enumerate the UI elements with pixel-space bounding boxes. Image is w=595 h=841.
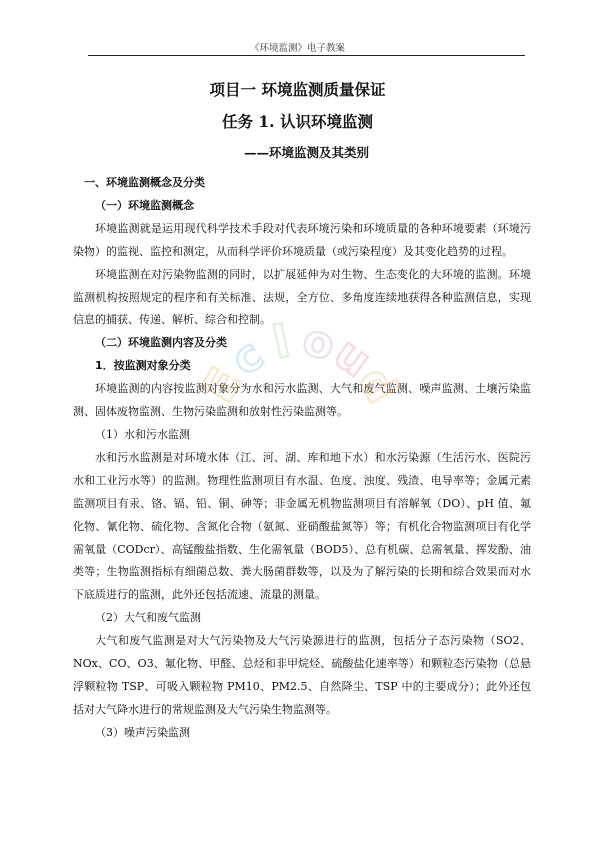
watermark-letter: o (298, 314, 339, 371)
watermark-letter: u (324, 327, 381, 388)
subsection-heading: （二）环境监测内容及分类 (95, 336, 227, 350)
header-text: 《环境监测》电子教案 (249, 43, 345, 54)
task-title: 任务 1. 认识环境监测 (222, 112, 373, 131)
watermark-letter: c (221, 329, 273, 386)
document-title: 项目一 环境监测质量保证 (209, 81, 386, 99)
list-item-heading: （3）噪声污染监测 (95, 725, 190, 739)
paragraph: 环境监测在对污染物监测的同时，以扩展延伸为对生物、生态变化的大环境的监测。环境监测机构按照规定的程序和有关标准、法规，全方位、多角度连续地获得各种监测信息，实现信息的捕获、传递、解析、综合和控制。 (73, 267, 531, 327)
paragraph: 水和污水监测是对环境水体（江、河、湖、库和地下水）和水污染源（生活污水、医院污水和工业污水等）的监测。物理性监测项目有水温、色度、浊度、残渣、电导率等；金属元素监测项目有汞、铬、镉、铅、铜、砷等；非金属无机物监测项目有溶解氧（DO）、pH 值、氟化物、氰化物、硫化物、含氮化合物（氨氮、亚硝酸盐氮等）等；有机化合物监测项目有化学需氧量（CODcr）、高锰酸盐指数、生化需氧量（BOD5）、总有机碳、总需氧量、挥发酚、油类等；生物监测指标有细菌总数、粪大肠菌群数等，以及为了解污染的长期和综合效果而对水下底质进行的监测，此外还包括流速、流量的测量。 (73, 450, 531, 602)
document-body (73, 172, 531, 745)
header-rule (88, 55, 525, 56)
paragraph: 大气和废气监测是对大气污染物及大气污染源进行的监测，包括分子态污染物（SO2、NOx、CO、O3、氟化物、甲醛、总烃和非甲烷烃、硫酸盐化速率等）和颗粒态污染物（总悬浮颗粒物 TSP、可吸入颗粒物 PM10、PM2.5、自然降尘、TSP 中的主要成分）；此外还包括对大气降水进行的常规监测及大气污染生物监测等。 (73, 634, 531, 716)
list-item-heading: （1）水和污水监测 (95, 427, 190, 441)
section-heading: 一、环境监测概念及分类 (84, 176, 205, 189)
watermark-letter: E (192, 359, 253, 412)
task-subtitle: ——环境监测及其类别 (244, 145, 370, 160)
watermark-letter: d (347, 358, 408, 412)
paragraph: 环境监测就是运用现代科学技术手段对代表环境污染和环境质量的各种环境要素（环境污染物）的监视、监控和测定，从而科学评价环境质量（或污染程度）及其变化趋势的过程。 (73, 221, 531, 258)
list-item-heading: （2）大气和废气监测 (95, 611, 201, 625)
watermark-letter: l (268, 315, 295, 369)
subsubsection-heading: 1．按监测对象分类 (95, 359, 191, 373)
paragraph: 环境监测的内容按监测对象分为水和污水监测、大气和废气监测、噪声监测、土壤污染监测、固体废物监测、生物污染监测和放射性污染监测等。 (73, 382, 531, 419)
subsection-heading: （一）环境监测概念 (95, 198, 194, 212)
